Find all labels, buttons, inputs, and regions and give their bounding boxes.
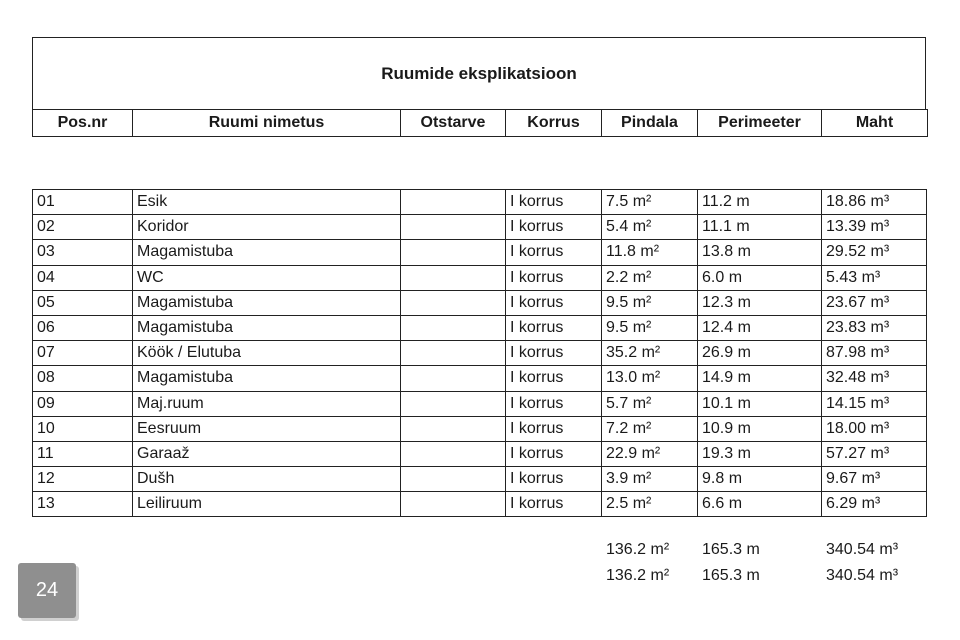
cell-floor: I korrus [506,190,602,215]
cell-purpose [401,265,506,290]
cell-volume: 18.86 m³ [822,190,927,215]
cell-perimeter: 12.3 m [698,290,822,315]
cell-volume: 23.83 m³ [822,315,927,340]
cell-pos-nr: 09 [33,391,133,416]
cell-room-name: Garaaž [133,441,401,466]
header-area: Pindala [602,110,698,136]
table-row [33,416,927,441]
table-row [33,290,927,315]
cell-area: 5.7 m² [602,391,698,416]
cell-floor: I korrus [506,341,602,366]
cell-purpose [401,290,506,315]
table-title-box [32,37,926,109]
cell-volume: 23.67 m³ [822,290,927,315]
cell-room-name: Dušh [133,467,401,492]
cell-perimeter: 6.6 m [698,492,822,517]
cell-area: 13.0 m² [602,366,698,391]
cell-area: 11.8 m² [602,240,698,265]
cell-pos-nr: 02 [33,215,133,240]
total-area: 136.2 m² [606,567,670,584]
cell-pos-nr: 11 [33,441,133,466]
column-header-row [32,109,928,137]
cell-room-name: WC [133,265,401,290]
table-row [33,190,927,215]
table-row [33,467,927,492]
table-row [33,315,927,340]
table-row [33,391,927,416]
cell-perimeter: 12.4 m [698,315,822,340]
cell-volume: 57.27 m³ [822,441,927,466]
cell-pos-nr: 05 [33,290,133,315]
cell-perimeter: 10.1 m [698,391,822,416]
totals-block [600,537,930,589]
table-row [33,441,927,466]
cell-area: 7.2 m² [602,416,698,441]
cell-perimeter: 19.3 m [698,441,822,466]
rooms-table [32,189,927,517]
header-purpose: Otstarve [401,110,506,136]
cell-purpose [401,467,506,492]
cell-volume: 6.29 m³ [822,492,927,517]
cell-floor: I korrus [506,265,602,290]
cell-perimeter: 11.1 m [698,215,822,240]
cell-room-name: Köök / Elutuba [133,341,401,366]
total-perimeter: 165.3 m [702,541,760,558]
table-title: Ruumide eksplikatsioon [381,63,577,83]
cell-volume: 9.67 m³ [822,467,927,492]
cell-purpose [401,341,506,366]
cell-perimeter: 10.9 m [698,416,822,441]
cell-volume: 13.39 m³ [822,215,927,240]
cell-pos-nr: 06 [33,315,133,340]
cell-purpose [401,391,506,416]
cell-room-name: Maj.ruum [133,391,401,416]
cell-floor: I korrus [506,315,602,340]
cell-volume: 14.15 m³ [822,391,927,416]
cell-floor: I korrus [506,240,602,265]
cell-room-name: Esik [133,190,401,215]
cell-pos-nr: 03 [33,240,133,265]
table-row [33,240,927,265]
cell-pos-nr: 07 [33,341,133,366]
total-area: 136.2 m² [606,541,670,558]
cell-purpose [401,492,506,517]
cell-purpose [401,416,506,441]
header-pos-nr: Pos.nr [33,110,133,136]
cell-volume: 32.48 m³ [822,366,927,391]
cell-purpose [401,240,506,265]
cell-purpose [401,190,506,215]
cell-pos-nr: 04 [33,265,133,290]
cell-purpose [401,315,506,340]
cell-area: 7.5 m² [602,190,698,215]
cell-room-name: Koridor [133,215,401,240]
cell-area: 22.9 m² [602,441,698,466]
cell-floor: I korrus [506,391,602,416]
cell-area: 3.9 m² [602,467,698,492]
cell-pos-nr: 13 [33,492,133,517]
cell-room-name: Magamistuba [133,240,401,265]
cell-perimeter: 9.8 m [698,467,822,492]
cell-perimeter: 13.8 m [698,240,822,265]
cell-floor: I korrus [506,416,602,441]
cell-area: 35.2 m² [602,341,698,366]
cell-perimeter: 11.2 m [698,190,822,215]
cell-room-name: Magamistuba [133,290,401,315]
cell-room-name: Leiliruum [133,492,401,517]
header-volume: Maht [855,114,894,131]
cell-floor: I korrus [506,492,602,517]
total-perimeter: 165.3 m [702,567,760,584]
cell-floor: I korrus [506,366,602,391]
table-row [33,341,927,366]
cell-room-name: Magamistuba [133,315,401,340]
cell-volume: 18.00 m³ [822,416,927,441]
cell-area: 9.5 m² [602,315,698,340]
table-row [33,215,927,240]
total-volume: 340.54 m³ [826,541,899,558]
cell-purpose [401,366,506,391]
cell-perimeter: 26.9 m [698,341,822,366]
cell-volume: 29.52 m³ [822,240,927,265]
cell-area: 2.2 m² [602,265,698,290]
cell-area: 5.4 m² [602,215,698,240]
cell-floor: I korrus [506,467,602,492]
cell-pos-nr: 12 [33,467,133,492]
cell-floor: I korrus [506,290,602,315]
cell-floor: I korrus [506,441,602,466]
cell-area: 2.5 m² [602,492,698,517]
total-volume: 340.54 m³ [826,567,899,584]
cell-area: 9.5 m² [602,290,698,315]
table-row [33,366,927,391]
table-row [33,265,927,290]
page-number-badge [18,563,76,618]
cell-room-name: Magamistuba [133,366,401,391]
table-row [33,492,927,517]
page-number: 24 [35,579,59,601]
totals-row [600,563,930,589]
header-perimeter: Perimeeter [698,110,822,136]
totals-row [600,537,930,563]
header-floor: Korrus [506,110,602,136]
cell-floor: I korrus [506,215,602,240]
cell-volume: 5.43 m³ [822,265,927,290]
cell-pos-nr: 01 [33,190,133,215]
cell-volume: 87.98 m³ [822,341,927,366]
cell-perimeter: 6.0 m [698,265,822,290]
cell-perimeter: 14.9 m [698,366,822,391]
header-room-name: Ruumi nimetus [133,110,401,136]
cell-pos-nr: 10 [33,416,133,441]
cell-pos-nr: 08 [33,366,133,391]
cell-purpose [401,215,506,240]
cell-purpose [401,441,506,466]
cell-room-name: Eesruum [133,416,401,441]
